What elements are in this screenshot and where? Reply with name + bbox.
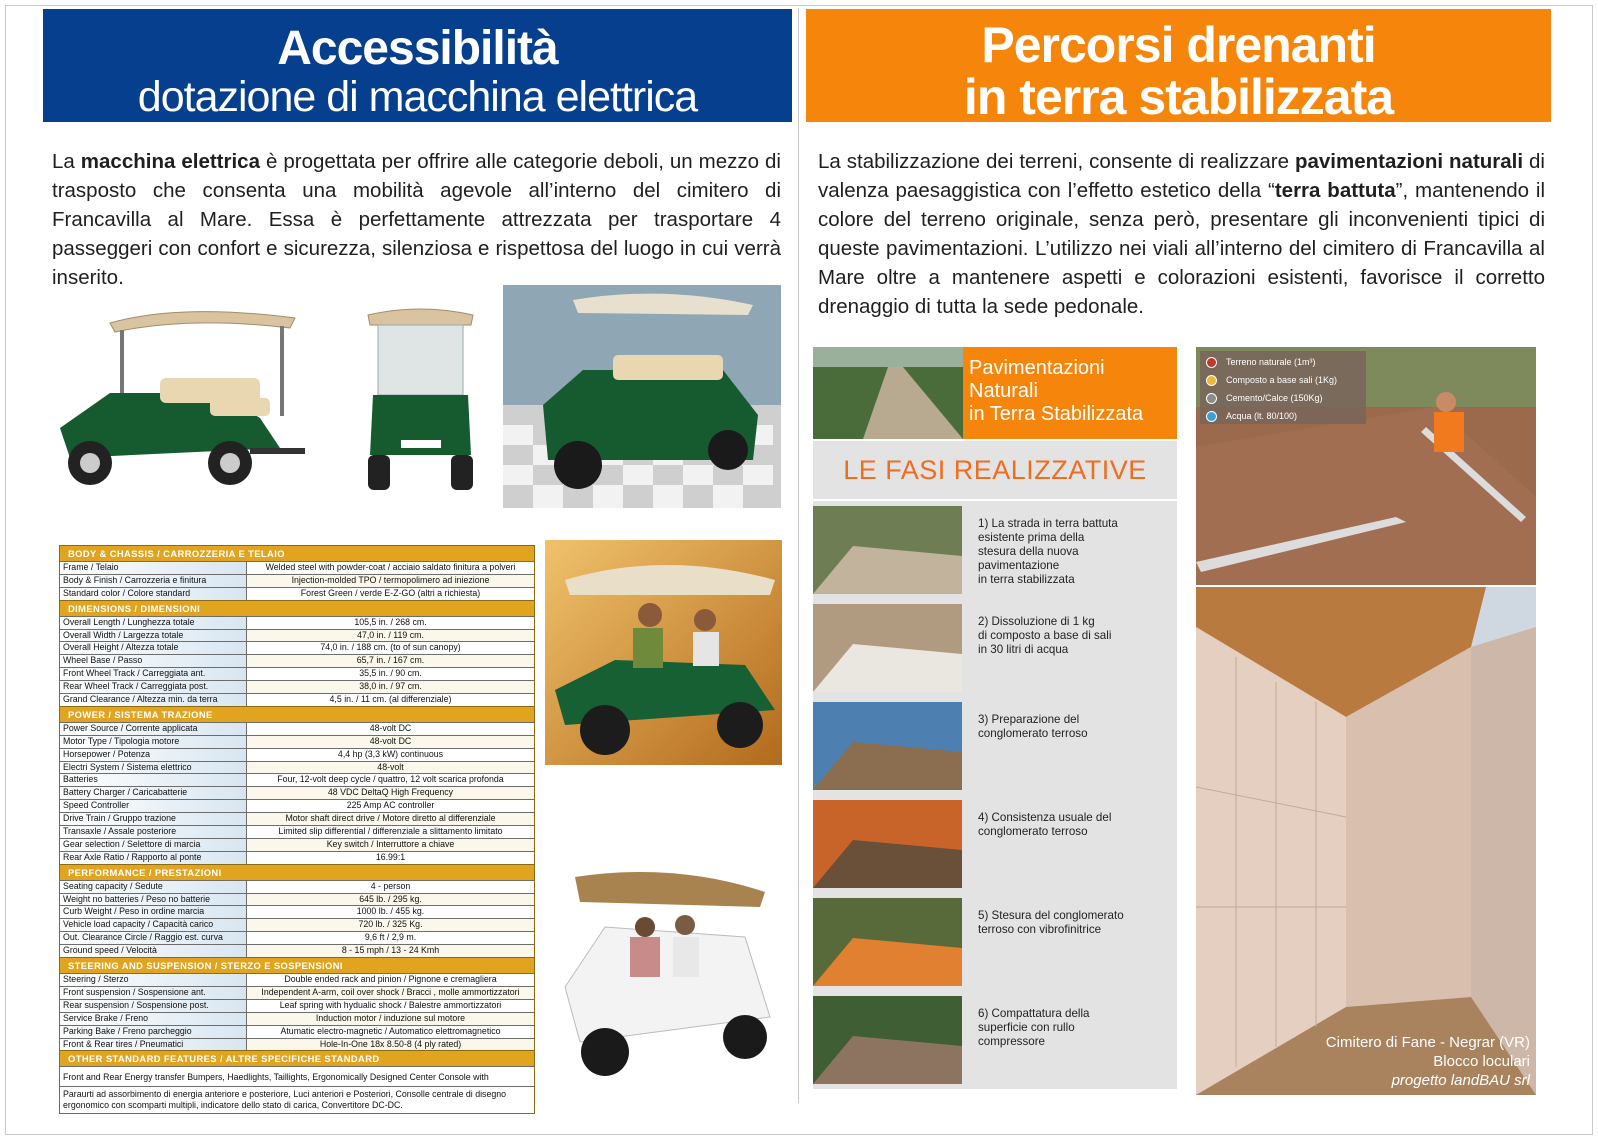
path-photo bbox=[813, 347, 963, 439]
spec-value: 38,0 in. / 97 cm. bbox=[247, 681, 534, 693]
spec-row bbox=[60, 851, 534, 864]
right-banner-line2: in terra stabilizzata bbox=[963, 69, 1394, 125]
spec-key: Front & Rear tires / Pneumatici bbox=[60, 1039, 247, 1051]
phase-text: 2) Dissoluzione di 1 kg di composto a base di sali in 30 litri di acqua bbox=[978, 615, 1112, 656]
golf-cart-showroom-image bbox=[503, 285, 781, 508]
phase-text: 5) Stesura del conglomerato terroso con vibrofinitrice bbox=[978, 909, 1124, 936]
spec-value: Welded steel with powder-coat / acciaio saldato finitura a polveri bbox=[265, 562, 516, 572]
spec-section-header: STEERING AND SUSPENSION / STERZO E SOSPENSIONI bbox=[60, 957, 534, 973]
spec-key: Gear selection / Selettore di marcia bbox=[60, 839, 247, 851]
spec-value: 16.99:1 bbox=[375, 851, 406, 862]
spec-key: Weight no batteries / Peso no batterie bbox=[60, 894, 247, 906]
spec-section-header: BODY & CHASSIS / CARROZZERIA E TELAIO bbox=[60, 546, 534, 561]
right-para-text: di valenza paesaggistica con l’effetto estetico della “ bbox=[818, 150, 1545, 202]
spec-table bbox=[59, 545, 535, 1114]
phase-text: 3) Preparazione del conglomerato terroso bbox=[978, 713, 1088, 740]
spec-value: 4 - person bbox=[370, 880, 411, 891]
left-para-text: La bbox=[52, 150, 81, 173]
spec-value: Induction motor / induzione sul motore bbox=[247, 1013, 534, 1025]
left-banner-title: Accessibilità bbox=[277, 22, 558, 75]
legend-label: Cemento/Calce (150Kg) bbox=[1226, 393, 1323, 403]
spec-section-header: PERFORMANCE / PRESTAZIONI bbox=[60, 864, 534, 880]
spec-key: Standard color / Colore standard bbox=[60, 588, 247, 600]
spec-row bbox=[60, 629, 534, 642]
spec-row bbox=[60, 825, 534, 838]
spec-key: Curb Weight / Peso in ordine marcia bbox=[60, 906, 247, 918]
spec-row bbox=[60, 616, 534, 629]
spec-key: Front suspension / Sospensione ant. bbox=[60, 987, 247, 999]
spec-value: 35,5 in. / 90 cm. bbox=[359, 668, 422, 679]
left-para-bold: macchina elettrica bbox=[80, 150, 260, 173]
spec-value: Four, 12-volt deep cycle / quattro, 12 volt scarica profonda bbox=[277, 774, 504, 785]
fasi-title: LE FASI REALIZZATIVE bbox=[813, 441, 1177, 499]
phase-photo bbox=[813, 506, 962, 594]
spec-row bbox=[60, 1038, 534, 1051]
spec-row bbox=[60, 667, 534, 680]
legend-label: Acqua (lt. 80/100) bbox=[1226, 411, 1298, 421]
spec-key: Parking Bake / Freno parcheggio bbox=[60, 1026, 247, 1038]
phase-item bbox=[813, 697, 1177, 795]
spec-row bbox=[60, 986, 534, 999]
spec-value: 4,5 in. / 11 cm. (al differenziale) bbox=[329, 694, 452, 705]
cart-couple-photo bbox=[545, 867, 782, 1092]
caption-line: Cimitero di Fane - Negrar (VR) bbox=[1325, 1034, 1530, 1051]
spec-key: Seating capacity / Sedute bbox=[60, 881, 247, 893]
spec-note: Front and Rear Energy transfer Bumpers, Haedlights, Taillights, Ergonomically Designed Center Console with bbox=[60, 1066, 534, 1086]
spec-row bbox=[60, 693, 534, 706]
phase-item bbox=[813, 991, 1177, 1089]
legend-dot-red-icon bbox=[1206, 357, 1217, 368]
spec-value: 48-volt DC bbox=[369, 722, 412, 733]
spec-key: Speed Controller bbox=[60, 800, 247, 812]
legend-item bbox=[1206, 407, 1366, 425]
column-divider bbox=[798, 8, 799, 1103]
spec-row bbox=[60, 838, 534, 851]
left-para-text: è progettata per offrire alle categorie deboli, un mezzo di trasposto che consenta una mobilità agevole all’interno del cimitero di Francavilla al Mare. Essa è perfettamente attrezzata per trasportare 4 passeggeri con confort e sicurezza, silenziosa e rispettosa del luogo in cui verrà inserito. bbox=[52, 150, 781, 289]
phase-item bbox=[813, 599, 1177, 697]
spec-value: 9,6 ft / 2,9 m. bbox=[364, 932, 417, 943]
spec-value: 48-volt DC bbox=[247, 736, 534, 748]
spec-row bbox=[60, 722, 534, 735]
photo-caption bbox=[1326, 1033, 1530, 1090]
spec-key: Vehicle load capacity / Capacità carico bbox=[60, 919, 247, 931]
spec-key: Body & Finish / Carrozzeria e finitura bbox=[60, 575, 247, 587]
legend-label: Terreno naturale (1m³) bbox=[1226, 357, 1316, 367]
spec-row bbox=[60, 786, 534, 799]
spec-value: 47,0 in. / 119 cm. bbox=[247, 630, 534, 642]
spec-row bbox=[60, 1025, 534, 1038]
left-banner bbox=[43, 9, 792, 122]
spec-key: Transaxle / Assale posteriore bbox=[60, 826, 247, 838]
spec-value: 645 lb. / 295 kg. bbox=[247, 894, 534, 906]
spec-row bbox=[60, 773, 534, 786]
legend-dot-gray-icon bbox=[1206, 393, 1217, 404]
spec-key: Rear Axle Ratio / Rapporto al ponte bbox=[60, 852, 247, 864]
spec-row bbox=[60, 893, 534, 906]
spec-value: Atumatic electro-magnetic / Automatico elettromagnetico bbox=[280, 1025, 501, 1036]
spec-value: Hole-In-One 18x 8.50-8 (4 ply rated) bbox=[247, 1039, 534, 1051]
left-paragraph bbox=[52, 147, 781, 292]
phase-photo bbox=[813, 800, 962, 888]
spec-value: 48 VDC DeltaQ High Frequency bbox=[247, 787, 534, 799]
spec-value: 4,4 hp (3,3 kW) continuous bbox=[337, 748, 444, 759]
spec-key: Grand Clearance / Altezza min. da terra bbox=[60, 694, 247, 706]
mix-legend bbox=[1200, 351, 1366, 424]
spec-value: Double ended rack and pinion / Pignone e cremagliera bbox=[284, 974, 497, 985]
spec-key: Overall Width / Largezza totale bbox=[60, 630, 247, 642]
right-para-bold: pavimentazioni naturali bbox=[1294, 150, 1524, 173]
spec-section-header: OTHER STANDARD FEATURES / ALTRE SPECIFICHE STANDARD bbox=[60, 1050, 534, 1066]
spec-row bbox=[60, 680, 534, 693]
phase-item bbox=[813, 501, 1177, 599]
caption-line: Blocco loculari bbox=[1433, 1053, 1530, 1070]
spec-section-header: POWER / SISTEMA TRAZIONE bbox=[60, 706, 534, 722]
legend-item bbox=[1206, 389, 1366, 407]
spec-key: Drive Train / Gruppo trazione bbox=[60, 813, 247, 825]
legend-dot-yellow-icon bbox=[1206, 375, 1217, 386]
spec-row bbox=[60, 574, 534, 587]
spec-row bbox=[60, 880, 534, 893]
spec-value: 225 Amp AC controller bbox=[346, 800, 435, 811]
phase-text: 1) La strada in terra battuta esistente prima della stesura della nuova pavimentazione in terra stabilizzata bbox=[978, 517, 1118, 586]
phase-item bbox=[813, 795, 1177, 893]
legend-item bbox=[1206, 353, 1366, 371]
spec-value: Motor shaft direct drive / Motore diretto al differenziale bbox=[247, 813, 534, 825]
spec-key: Front Wheel Track / Carreggiata ant. bbox=[60, 668, 247, 680]
spec-key: Service Brake / Freno bbox=[60, 1013, 247, 1025]
right-banner-line1: Percorsi drenanti bbox=[981, 17, 1376, 73]
golf-cart-front-image bbox=[363, 305, 478, 497]
spec-key: Rear suspension / Sospensione post. bbox=[60, 1000, 247, 1012]
spec-key: Motor Type / Tipologia motore bbox=[60, 736, 247, 748]
spec-key: Electri System / Sistema elettrico bbox=[60, 762, 247, 774]
right-banner bbox=[806, 9, 1551, 125]
spec-key: Out. Clearance Circle / Raggio est. curva bbox=[60, 932, 247, 944]
left-banner-subtitle: dotazione di macchina elettrica bbox=[137, 73, 698, 121]
spec-value: Limited slip differential / differenziale a slittamento limitato bbox=[278, 826, 503, 837]
spec-row bbox=[60, 748, 534, 761]
phase-photo bbox=[813, 702, 962, 790]
spec-row bbox=[60, 999, 534, 1012]
spec-key: Overall Length / Lunghezza totale bbox=[60, 617, 247, 629]
spec-key: Ground speed / Velocità bbox=[60, 945, 247, 957]
spec-row bbox=[60, 761, 534, 774]
spec-row bbox=[60, 905, 534, 918]
spec-value: Leaf spring with hydualic shock / Balestre ammortizzatori bbox=[279, 999, 502, 1010]
cemetery-photo bbox=[1196, 587, 1536, 1095]
legend-dot-blue-icon bbox=[1206, 411, 1217, 422]
spec-value: 105,5 in. / 268 cm. bbox=[354, 616, 427, 627]
spec-row bbox=[60, 918, 534, 931]
phase-photo bbox=[813, 898, 962, 986]
spec-key: Power Source / Corrente applicata bbox=[60, 723, 247, 735]
spec-row bbox=[60, 641, 534, 654]
phase-photo bbox=[813, 604, 962, 692]
spec-value: 8 - 15 mph / 13 - 24 Kmh bbox=[247, 945, 534, 957]
spec-value: 74,0 in. / 188 cm. (to of sun canopy) bbox=[320, 642, 461, 653]
right-paragraph bbox=[818, 147, 1545, 321]
phase-item bbox=[813, 893, 1177, 991]
golf-cart-side-image bbox=[50, 298, 310, 503]
panel-title: Pavimentazioni Naturali in Terra Stabilizzata bbox=[963, 347, 1177, 439]
spec-value: Independent A-arm, coil over shock / Bracci , molle ammortizzatori bbox=[247, 987, 534, 999]
spec-key: Batteries bbox=[60, 774, 247, 786]
spec-row bbox=[60, 973, 534, 986]
spec-row bbox=[60, 799, 534, 812]
right-para-text: ”, mantenendo il colore del terreno originale, senza però, presentare gli inconvenienti tipici di queste pavimentazioni. L’utilizzo nei viali all’interno del cimitero di Francavilla al Mare oltre a mantenere aspetti e colorazioni esistenti, favorisce il corretto drenaggio di tutta la sede pedonale. bbox=[818, 179, 1546, 318]
spec-value: 65,7 in. / 167 cm. bbox=[247, 655, 534, 667]
right-para-text: La stabilizzazione dei terreni, consente di realizzare bbox=[818, 150, 1295, 173]
spec-row bbox=[60, 812, 534, 825]
phase-text: 4) Consistenza usuale del conglomerato terroso bbox=[978, 811, 1112, 838]
spec-key: Battery Charger / Caricabatterie bbox=[60, 787, 247, 799]
phase-photo bbox=[813, 996, 962, 1084]
spec-value: 1000 lb. / 455 kg. bbox=[356, 906, 425, 917]
spec-key: Wheel Base / Passo bbox=[60, 655, 247, 667]
spec-row bbox=[60, 587, 534, 600]
spec-value: Key switch / Interruttore a chiave bbox=[247, 839, 534, 851]
spec-key: Horsepower / Potenza bbox=[60, 749, 247, 761]
spec-row bbox=[60, 561, 534, 574]
spec-row bbox=[60, 931, 534, 944]
spec-key: Steering / Sterzo bbox=[60, 974, 247, 986]
right-para-bold: terra battuta bbox=[1274, 179, 1396, 202]
legend-label: Composto a base sali (1Kg) bbox=[1226, 375, 1338, 385]
spec-value: Forest Green / verde E-Z-GO (altri a richiesta) bbox=[300, 587, 481, 598]
spec-row bbox=[60, 735, 534, 748]
spec-key: Frame / Telaio bbox=[60, 562, 247, 574]
spec-key: Rear Wheel Track / Carreggiata post. bbox=[60, 681, 247, 693]
spec-row bbox=[60, 944, 534, 957]
spec-section-header: DIMENSIONS / DIMENSIONI bbox=[60, 600, 534, 616]
spec-row bbox=[60, 654, 534, 667]
phase-text: 6) Compattatura della superficie con rullo compressore bbox=[978, 1007, 1090, 1048]
spec-value: 720 lb. / 325 Kg. bbox=[247, 919, 534, 931]
spec-value: 48-volt bbox=[247, 762, 534, 774]
spec-value: Injection-molded TPO / termopolimero ad iniezione bbox=[247, 575, 534, 587]
caption-credit: progetto landBAU srl bbox=[1391, 1072, 1530, 1089]
spec-key: Overall Height / Altezza totale bbox=[60, 642, 247, 654]
cart-family-photo bbox=[545, 540, 782, 765]
spec-row bbox=[60, 1012, 534, 1025]
legend-item bbox=[1206, 371, 1366, 389]
spec-note: Paraurti ad assorbimento di energia anteriore e posteriore, Luci anteriori e Posteriori, Consolle centrale di disegno ergonomico con scomparti multipli, indicatore dello stato di carica, Convertitore DC-DC. bbox=[60, 1086, 534, 1113]
